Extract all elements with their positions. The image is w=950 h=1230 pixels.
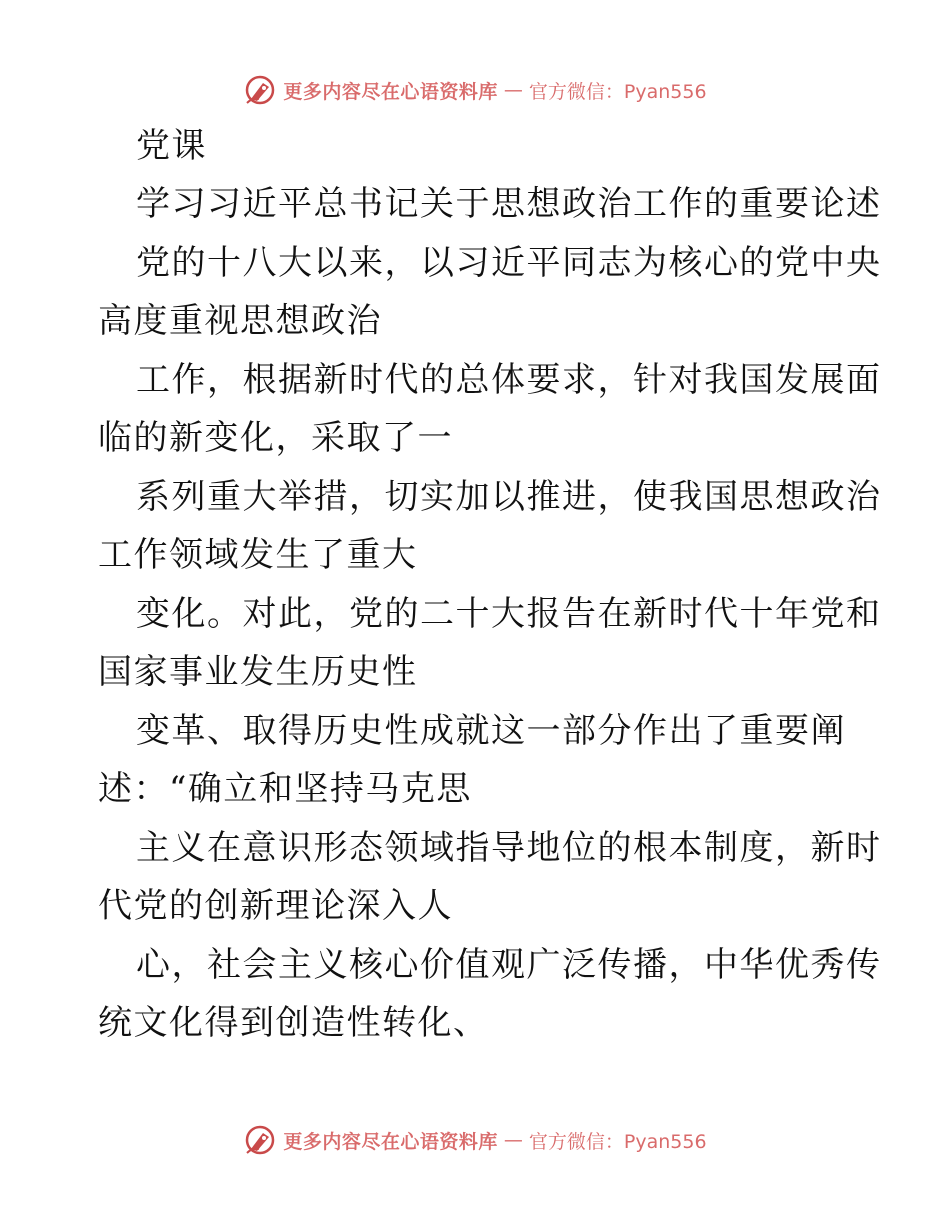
doc-line: 系列重大举措，切实加以推进，使我国思想政治 xyxy=(136,477,882,517)
header-watermark xyxy=(0,70,950,110)
doc-line: 党的十八大以来，以习近平同志为核心的党中央 xyxy=(136,243,882,283)
doc-line: 主义在意识形态领域指导地位的根本制度，新时 xyxy=(136,828,882,868)
doc-line: 党课 xyxy=(136,126,207,166)
doc-line: 代党的创新理论深入人 xyxy=(98,886,453,926)
doc-line: 述：“确立和坚持马克思 xyxy=(98,769,472,809)
doc-line: 国家事业发生历史性 xyxy=(98,652,418,692)
footer-dash: — xyxy=(503,1129,523,1151)
footer-brand-text: 更多内容尽在心语资料库 xyxy=(283,1130,498,1153)
footer-watermark xyxy=(0,1120,950,1160)
doc-line: 统文化得到创造性转化、 xyxy=(98,1003,489,1043)
footer-contact-text: 官方微信：Pyan556 xyxy=(528,1130,707,1153)
doc-line: 临的新变化，采取了一 xyxy=(98,418,453,458)
header-dash: — xyxy=(503,79,523,101)
doc-line: 工作领域发生了重大 xyxy=(98,535,418,575)
doc-line: 变化。对此，党的二十大报告在新时代十年党和 xyxy=(136,594,882,634)
pen-nib-logo-icon xyxy=(243,73,277,107)
doc-line: 变革、取得历史性成就这一部分作出了重要阐 xyxy=(136,711,846,751)
pen-nib-logo-icon xyxy=(243,1123,277,1157)
doc-line: 高度重视思想政治 xyxy=(98,301,382,341)
doc-line: 工作，根据新时代的总体要求，针对我国发展面 xyxy=(136,360,882,400)
doc-line: 心，社会主义核心价值观广泛传播，中华优秀传 xyxy=(136,945,882,985)
header-brand-text: 更多内容尽在心语资料库 xyxy=(283,80,498,103)
header-contact-text: 官方微信：Pyan556 xyxy=(528,80,707,103)
doc-line: 学习习近平总书记关于思想政治工作的重要论述 xyxy=(136,184,882,224)
